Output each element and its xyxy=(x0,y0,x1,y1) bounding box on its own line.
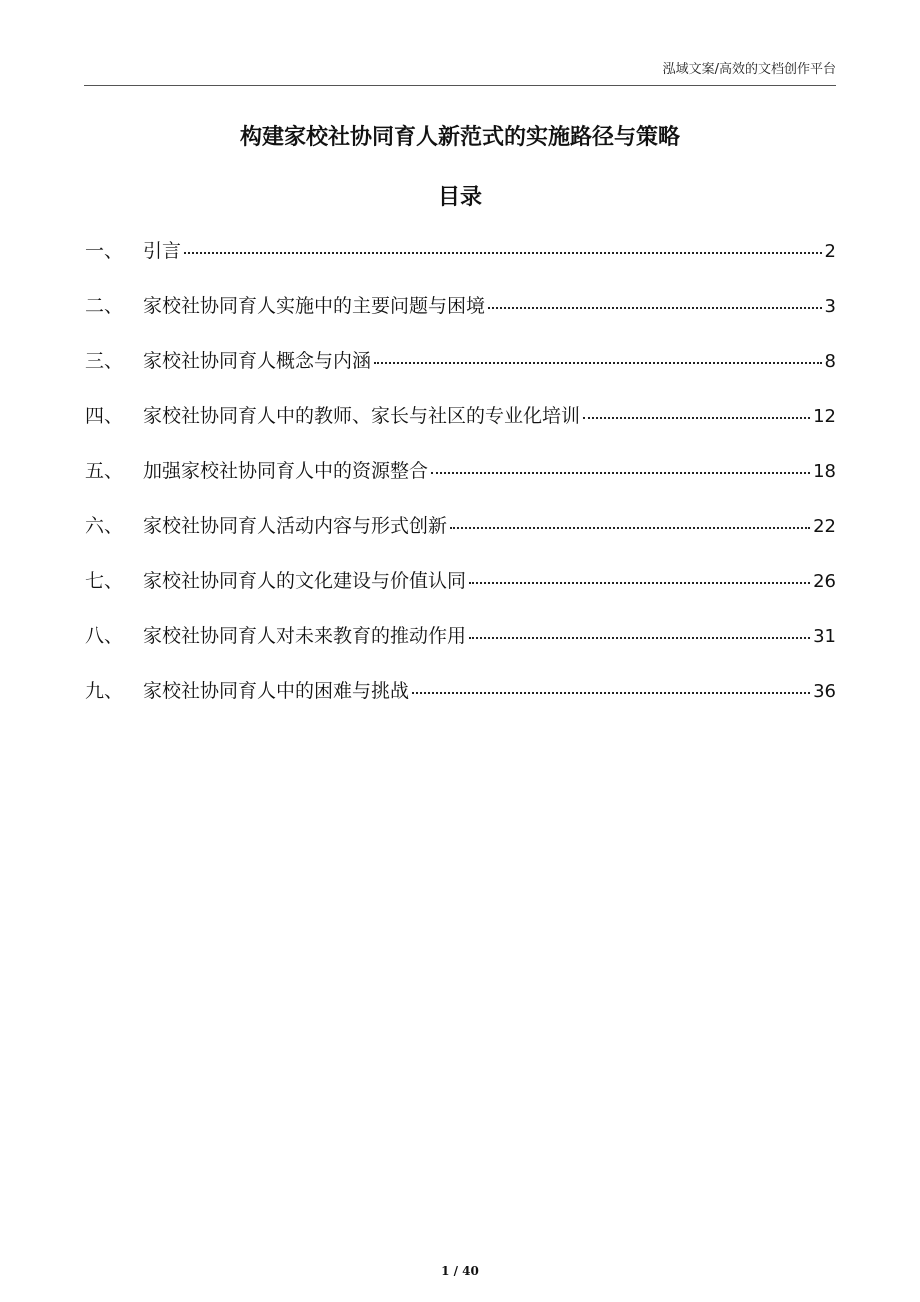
toc-page-number: 2 xyxy=(824,241,836,262)
toc-page-number: 8 xyxy=(824,351,836,372)
toc-entry-7[interactable] xyxy=(85,566,836,621)
toc-title: 家校社协同育人中的教师、家长与社区的专业化培训 xyxy=(143,405,581,427)
dot-leader xyxy=(374,362,822,364)
toc-title: 引言 xyxy=(143,240,182,262)
toc-number: 五、 xyxy=(85,460,124,482)
toc-number: 八、 xyxy=(85,625,124,647)
table-of-contents xyxy=(85,236,836,731)
toc-page-number: 18 xyxy=(813,461,836,482)
dot-leader xyxy=(469,582,810,584)
toc-entry-9[interactable] xyxy=(85,676,836,731)
toc-title: 家校社协同育人概念与内涵 xyxy=(143,350,372,372)
page-indicator: 1 / 40 xyxy=(441,1264,479,1278)
toc-entry-6[interactable] xyxy=(85,511,836,566)
toc-entry-1[interactable] xyxy=(85,236,836,291)
toc-number: 一、 xyxy=(85,240,124,262)
toc-title: 家校社协同育人中的困难与挑战 xyxy=(143,680,410,702)
toc-number: 四、 xyxy=(85,405,124,427)
document-title: 构建家校社协同育人新范式的实施路径与策略 xyxy=(239,125,680,150)
running-header: 泓域文案/高效的文档创作平台 xyxy=(662,62,836,77)
toc-page-number: 36 xyxy=(813,681,836,702)
toc-number: 七、 xyxy=(85,570,124,592)
toc-number: 九、 xyxy=(85,680,124,702)
dot-leader xyxy=(488,307,822,309)
toc-entry-2[interactable] xyxy=(85,291,836,346)
toc-entry-4[interactable] xyxy=(85,401,836,456)
toc-page-number: 26 xyxy=(813,571,836,592)
toc-title: 加强家校社协同育人中的资源整合 xyxy=(143,460,429,482)
toc-title: 家校社协同育人活动内容与形式创新 xyxy=(143,515,448,537)
header-divider xyxy=(84,85,836,86)
toc-number: 六、 xyxy=(85,515,124,537)
dot-leader xyxy=(469,637,810,639)
toc-number: 三、 xyxy=(85,350,124,372)
dot-leader xyxy=(450,527,810,529)
toc-number: 二、 xyxy=(85,295,124,317)
toc-page-number: 12 xyxy=(813,406,836,427)
toc-page-number: 22 xyxy=(813,516,836,537)
toc-heading: 目录 xyxy=(437,185,482,210)
toc-entry-5[interactable] xyxy=(85,456,836,511)
toc-entry-8[interactable] xyxy=(85,621,836,676)
dot-leader xyxy=(583,417,810,419)
toc-page-number: 3 xyxy=(824,296,836,317)
dot-leader xyxy=(431,472,810,474)
toc-page-number: 31 xyxy=(813,626,836,647)
toc-title: 家校社协同育人实施中的主要问题与困境 xyxy=(143,295,486,317)
dot-leader xyxy=(184,252,822,254)
toc-title: 家校社协同育人的文化建设与价值认同 xyxy=(143,570,467,592)
dot-leader xyxy=(412,692,810,694)
toc-title: 家校社协同育人对未来教育的推动作用 xyxy=(143,625,467,647)
toc-entry-3[interactable] xyxy=(85,346,836,401)
